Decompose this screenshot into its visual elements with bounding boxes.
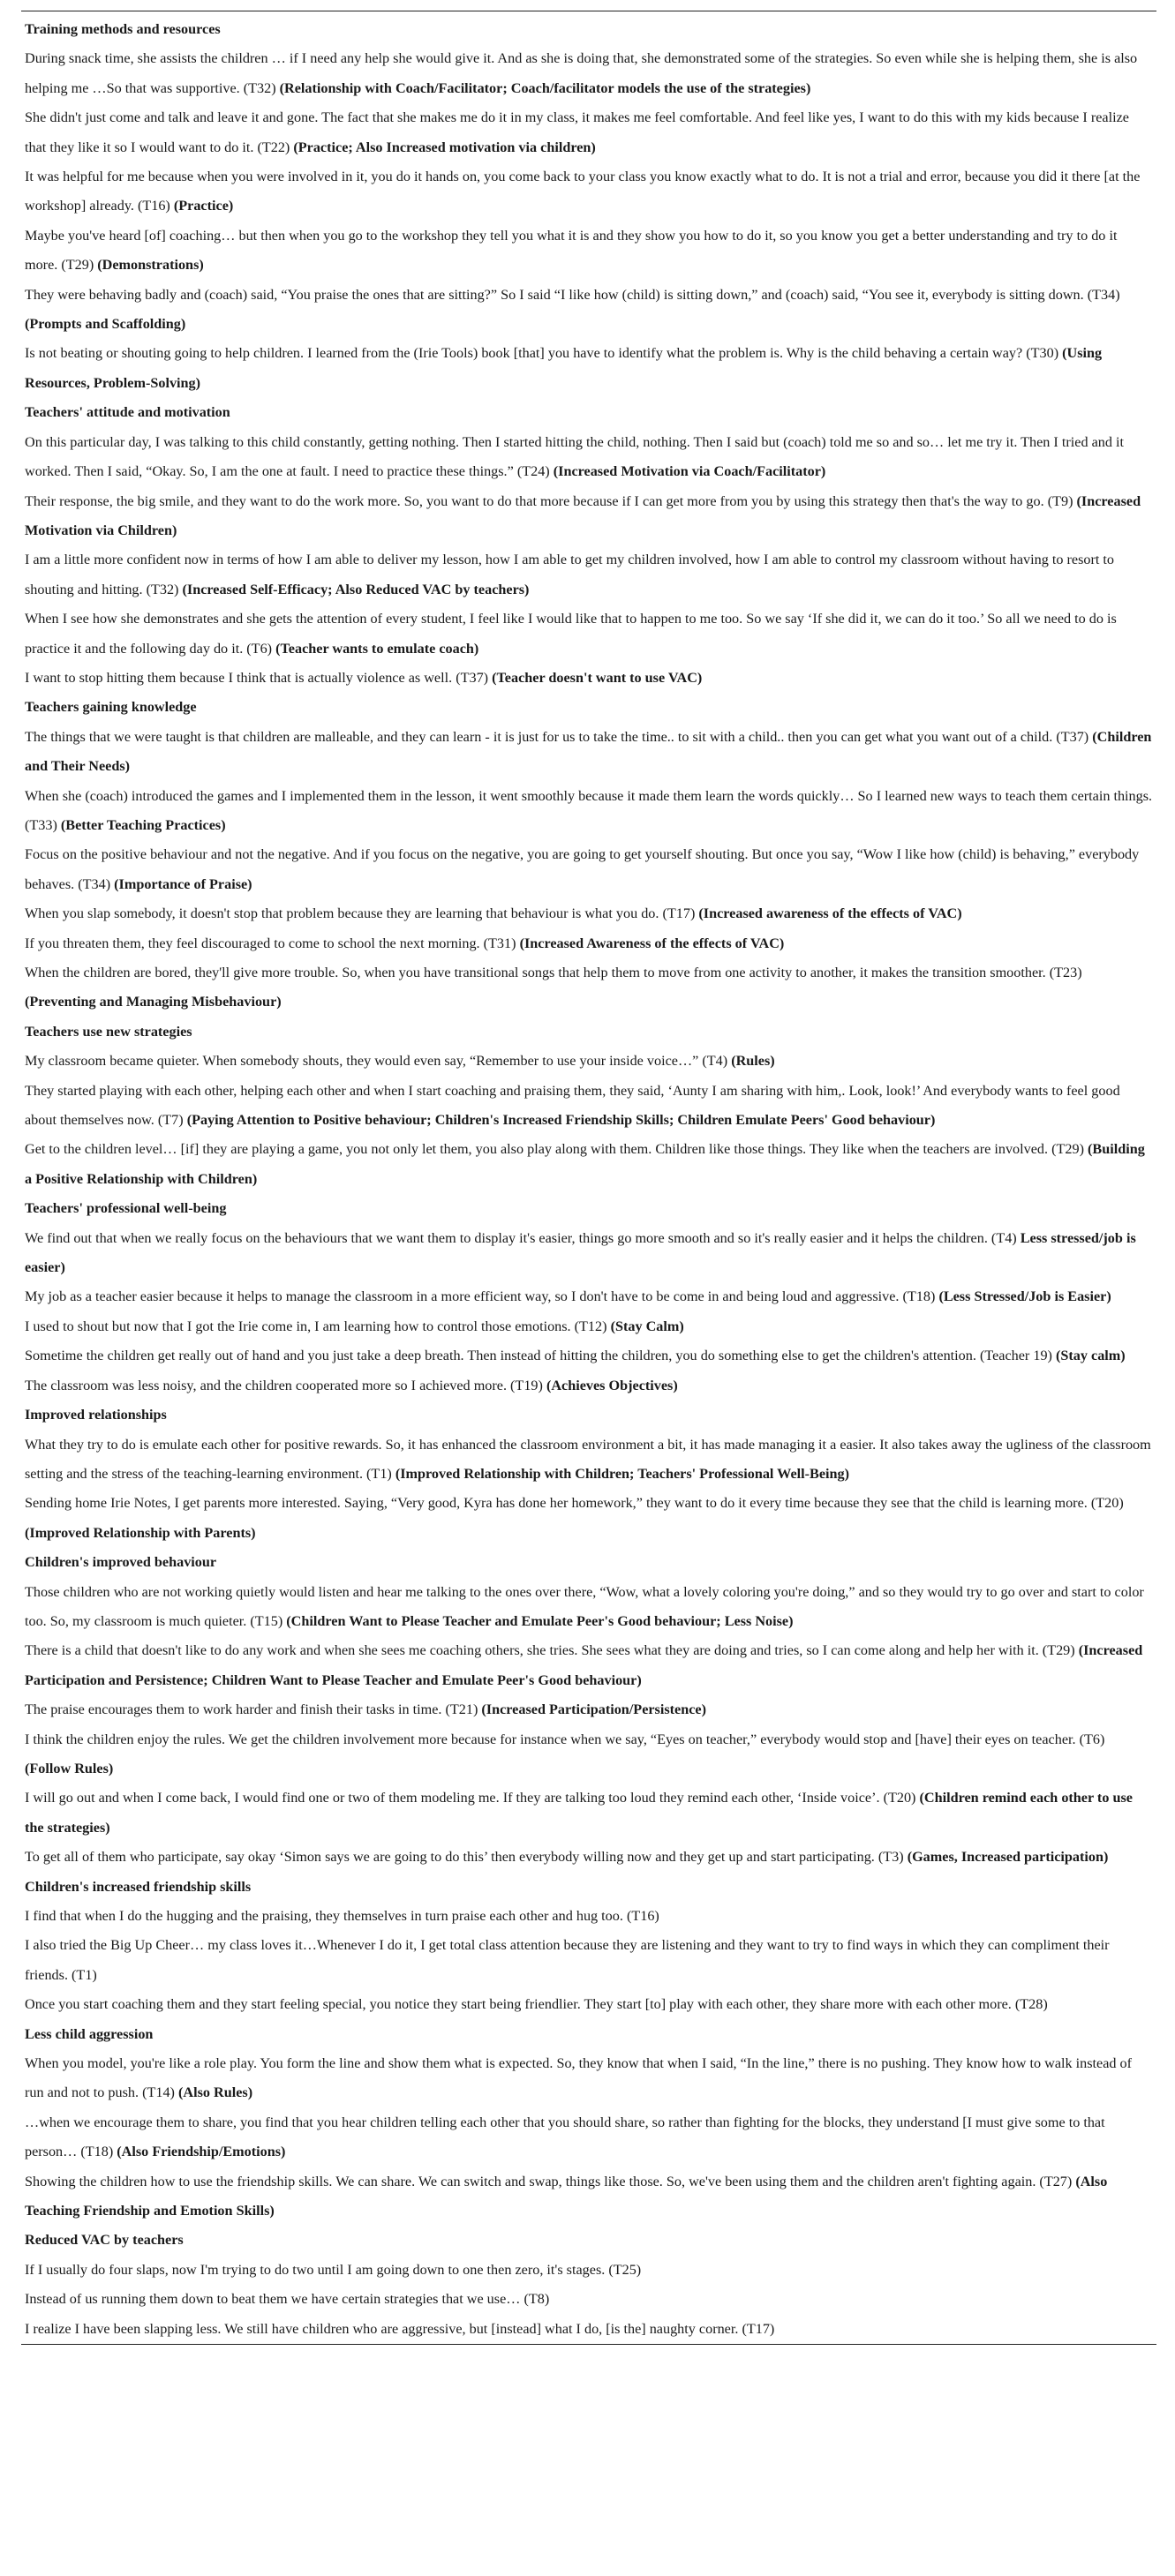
quote-text: They started playing with each other, helping each other and when I start coaching and praising them, they said, ‘Aunty I am sharing with him,. Look, look!’ And everybody wants to feel good about themselves now. (T7)	[25, 1082, 1120, 1129]
theme-heading: Teachers gaining knowledge	[25, 699, 197, 716]
quote-row	[21, 664, 1156, 693]
quote-text: What they try to do is emulate each other for positive rewards. So, it has enhanced the classroom environment a bit, it has made managing it a easier. It also takes away the ugliness of the classroom setting and the stress of the teaching-learning environment. (T1)	[25, 1436, 1151, 1482]
quote-text: Is not beating or shouting going to help children. I learned from the (Irie Tools) book [that] you have to identify what the problem is. Why is the child behaving a certain way? (T30)	[25, 345, 1063, 362]
quote-text: They were behaving badly and (coach) said, “You praise the ones that are sitting?” So I said “I like how (child) is sitting down,” and (coach) said, “You see it, everybody is sitting down. (T34)	[25, 286, 1120, 303]
quote-text: I think the children enjoy the rules. We get the children involvement more because for instance when we say, “Eyes on teacher,” everybody would stop and [have] their eyes on teacher. (T6)	[25, 1731, 1105, 1747]
theme-heading: Teachers' professional well-being	[25, 1200, 227, 1217]
quote-row	[21, 929, 1156, 958]
quote-row	[21, 723, 1156, 782]
theme-heading: Teachers use new strategies	[25, 1023, 192, 1040]
quote-text: It was helpful for me because when you were involved in it, you do it hands on, you come back to your class you know exactly what to do. It is not a trial and error, because you did it there [at the workshop] already. (T16)	[25, 169, 1141, 214]
quote-row	[21, 1341, 1156, 1371]
themes-table	[21, 11, 1156, 2345]
quote-row	[21, 545, 1156, 605]
quote-row	[21, 2285, 1156, 2314]
quote-row	[21, 1636, 1156, 1695]
quote-text: On this particular day, I was talking to this child constantly, getting nothing. Then I started hitting the child, nothing. Then I said but (coach) told me so and so… let me try it. Then I tried and it worked. Then I said, “Okay. So, I am the one at fault. I need to practice these things.” (T24)	[25, 433, 1124, 480]
theme-code: Less stressed/job is easier)	[25, 1229, 1136, 1276]
quote-row	[21, 1312, 1156, 1341]
theme-code: (Achieves Objectives)	[546, 1377, 678, 1393]
quote-text: I realize I have been slapping less. We still have children who are aggressive, but [instead] what I do, [is the] naughty corner. (T17)	[25, 2320, 775, 2337]
quote-text: Sometime the children get really out of hand and you just take a deep breath. Then instead of hitting the children, you do something else to get the children's attention. (Teacher 19)	[25, 1348, 1056, 1364]
theme-code: (Increased awareness of the effects of VAC)	[698, 905, 962, 922]
quote-row	[21, 1990, 1156, 2019]
quote-row	[21, 1902, 1156, 1931]
quote-text: My job as a teacher easier because it helps to manage the classroom in a more efficient way, so I don't have to be come in and being loud and aggressive. (T18)	[25, 1288, 939, 1305]
quote-text: Showing the children how to use the friendship skills. We can share. We can switch and swap, things like those. So, we've been using them and the children aren't fighting again. (T27)	[25, 2173, 1076, 2189]
quote-row	[21, 2256, 1156, 2285]
theme-code: (Increased Participation/Persistence)	[481, 1701, 706, 1718]
quote-row	[21, 2167, 1156, 2227]
quote-text: Get to the children level… [if] they are playing a game, you not only let them, you also play along with them. Children like those things. They like when the teachers are involved. (T29)	[25, 1141, 1088, 1158]
theme-heading: Training methods and resources	[25, 21, 221, 37]
quote-row	[21, 1931, 1156, 1990]
quote-row	[21, 840, 1156, 899]
theme-code: (Increased Self-Efficacy; Also Reduced VAC by teachers)	[182, 581, 530, 597]
quote-text: Sending home Irie Notes, I get parents more interested. Saying, “Very good, Kyra has done her homework,” they want to do it every time because they see that the child is learning more. (T20)	[25, 1495, 1124, 1512]
quote-row	[21, 899, 1156, 928]
quote-text: The things that we were taught is that children are malleable, and they can learn - it is just for us to take the time.. to sit with a child.. then you can get what you want out of a child. (T37)	[25, 728, 1093, 745]
quote-text: To get all of them who participate, say okay ‘Simon says we are going to do this’ then everybody willing now and they get up and start participating. (T3)	[25, 1849, 908, 1866]
theme-heading: Teachers' attitude and motivation	[25, 404, 230, 421]
quote-text: When the children are bored, they'll give more trouble. So, when you have transitional songs that help them to move from one activity to another, it makes the transition smoother. (T23)	[25, 965, 1082, 980]
quote-row	[21, 44, 1156, 103]
theme-code: (Stay calm)	[1056, 1348, 1126, 1364]
theme-code: (Improved Relationship with Parents)	[25, 1524, 256, 1541]
theme-code: (Rules)	[731, 1053, 775, 1070]
quote-row	[21, 103, 1156, 162]
quote-text: Once you start coaching them and they start feeling special, you notice they start being friendlier. They start [to] play with each other, they share more with each other more. (T28)	[25, 1996, 1048, 2013]
quote-row	[21, 1077, 1156, 1136]
theme-code: (Using Resources, Problem-Solving)	[25, 345, 1103, 391]
quote-row	[21, 1725, 1156, 1784]
quote-row	[21, 222, 1156, 281]
theme-code: (Children Want to Please Teacher and Emulate Peer's Good behaviour; Less Noise)	[286, 1612, 794, 1629]
theme-code: (Practice; Also Increased motivation via children)	[293, 139, 596, 155]
quote-text: I used to shout but now that I got the Irie come in, I am learning how to control those emotions. (T12)	[25, 1318, 611, 1334]
theme-heading: Children's increased friendship skills	[25, 1878, 252, 1895]
quote-row	[21, 1489, 1156, 1548]
quote-text: When you slap somebody, it doesn't stop that problem because they are learning that behaviour is what you do. (T17)	[25, 905, 699, 922]
quote-text: I will go out and when I come back, I would find one or two of them modeling me. If they are talking too loud they remind each other, ‘Inside voice’. (T20)	[25, 1790, 920, 1806]
quote-row	[21, 2315, 1156, 2344]
quote-row	[21, 1784, 1156, 1843]
theme-code: (Relationship with Coach/Facilitator; Coach/facilitator models the use of the strategies)	[279, 79, 811, 96]
theme-code: (Also Teaching Friendship and Emotion Skills)	[25, 2173, 1108, 2219]
theme-code: (Children and Their Needs)	[25, 728, 1152, 775]
quote-row	[21, 1135, 1156, 1194]
theme-code: (Better Teaching Practices)	[60, 816, 226, 833]
quote-row	[21, 2049, 1156, 2108]
quote-row	[21, 487, 1156, 546]
quote-text: When she (coach) introduced the games and I implemented them in the lesson, it went smoothly because it made them learn the words quickly… So I learned new ways to teach them certain things. (T33)	[25, 787, 1153, 833]
quote-row	[21, 1431, 1156, 1490]
theme-code: (Less Stressed/Job is Easier)	[938, 1288, 1111, 1305]
quote-text: When I see how she demonstrates and she gets the attention of every student, I feel like I would like that to happen to me too. So we say ‘If she did it, we can do it too.’ So all we need to do is practice it and the following day do it. (T6)	[25, 611, 1117, 657]
theme-code: (Increased Motivation via Children)	[25, 492, 1141, 538]
quote-row	[21, 1695, 1156, 1724]
quote-text: She didn't just come and talk and leave it and gone. The fact that she makes me do it in my class, it makes me feel comfortable. And feel like yes, I want to do this with my kids because I realize that they like it so I would want to do it. (T22)	[25, 109, 1129, 155]
quote-text: I also tried the Big Up Cheer… my class loves it…Whenever I do it, I get total class attention because they are listening and they want to try to find ways in which they can compliment their friends. (T1)	[25, 1937, 1110, 1983]
theme-code: (Also Friendship/Emotions)	[117, 2144, 286, 2160]
theme-code: (Stay Calm)	[610, 1318, 684, 1334]
theme-heading: Improved relationships	[25, 1407, 167, 1423]
theme-code: (Building a Positive Relationship with Children)	[25, 1141, 1145, 1187]
theme-code: (Practice)	[173, 198, 234, 214]
quote-row	[21, 605, 1156, 664]
quote-text: Those children who are not working quietly would listen and hear me talking to the ones over there, “Wow, what a lovely coloring you're doing,” and so they would try to go over and start to color too. So, my classroom is much quieter. (T15)	[25, 1583, 1144, 1629]
theme-heading: Children's improved behaviour	[25, 1554, 217, 1571]
theme-code: (Children remind each other to use the strategies)	[25, 1790, 1133, 1836]
theme-code: (Increased Awareness of the effects of VAC)	[519, 935, 785, 951]
quote-text: Their response, the big smile, and they want to do the work more. So, you want to do that more because if I can get more from you by using this strategy then that's the way to go. (T9)	[25, 492, 1077, 509]
quote-text: …when we encourage them to share, you find that you hear children telling each other that you should share, so rather than fighting for the blocks, they understand [I must give some to that person… (T18)	[25, 2114, 1105, 2160]
theme-code: (Importance of Praise)	[114, 875, 252, 892]
theme-code: (Follow Rules)	[25, 1760, 114, 1776]
quote-text: If I usually do four slaps, now I'm trying to do two until I am going down to one then zero, it's stages. (T25)	[25, 2261, 642, 2278]
theme-code: (Increased Participation and Persistence; Children Want to Please Teacher and Emulate Peer's Good behaviour)	[25, 1642, 1143, 1688]
quote-row	[21, 1047, 1156, 1076]
theme-code: (Teacher wants to emulate coach)	[275, 640, 479, 657]
theme-code: (Prompts and Scaffolding)	[25, 316, 186, 333]
theme-code: (Preventing and Managing Misbehaviour)	[25, 994, 282, 1010]
quote-row	[21, 428, 1156, 487]
quote-text: The praise encourages them to work harder and finish their tasks in time. (T21)	[25, 1701, 482, 1718]
quote-text: If you threaten them, they feel discouraged to come to school the next morning. (T31)	[25, 935, 520, 951]
quote-text: I want to stop hitting them because I think that is actually violence as well. (T37)	[25, 669, 493, 686]
theme-code: (Also Rules)	[178, 2084, 253, 2101]
quote-text: Maybe you've heard [of] coaching… but then when you go to the workshop they tell you what it is and they show you how to do it, so you know you get a better understanding and try to do it more. (T29)	[25, 227, 1118, 274]
quote-text: When you model, you're like a role play. You form the line and show them what is expected. So, they know that when I said, “In the line,” there is no pushing. They know how to walk instead of run and not to push. (T14)	[25, 2055, 1133, 2101]
theme-code: (Improved Relationship with Children; Teachers' Professional Well-Being)	[395, 1465, 849, 1482]
theme-code: (Paying Attention to Positive behaviour; Children's Increased Friendship Skills; Children Emulate Peers' Good behaviour)	[186, 1112, 936, 1129]
quote-text: I am a little more confident now in terms of how I am able to deliver my lesson, how I am able to get my children involved, how I am able to control my classroom without having to resort to shouting and hitting. (T32)	[25, 552, 1115, 597]
quote-text: I find that when I do the hugging and the praising, they themselves in turn praise each other and hug too. (T16)	[25, 1908, 659, 1924]
quote-row	[21, 1578, 1156, 1637]
quote-text: My classroom became quieter. When somebody shouts, they would even say, “Remember to use your inside voice…” (T4)	[25, 1053, 732, 1070]
quote-row	[21, 1282, 1156, 1311]
quote-text: We find out that when we really focus on the behaviours that we want them to display it's easier, things go more smooth and so it's really easier and it helps the children. (T4)	[25, 1229, 1021, 1246]
quote-row	[21, 2108, 1156, 2167]
quote-text: There is a child that doesn't like to do any work and when she sees me coaching others, she tries. She sees what they are doing and tries, so I can come along and help her with it. (T29)	[25, 1642, 1079, 1659]
quote-row	[21, 339, 1156, 398]
quote-text: Instead of us running them down to beat them we have certain strategies that we use… (T8)	[25, 2291, 550, 2308]
quote-row	[21, 1371, 1156, 1401]
quote-text: During snack time, she assists the children … if I need any help she would give it. And as she is doing that, she demonstrated some of the strategies. So even while she is helping them, she is also helping me …So that was supportive. (T32)	[25, 50, 1138, 96]
quote-row	[21, 162, 1156, 222]
quote-text: The classroom was less noisy, and the children cooperated more so I achieved more. (T19)	[25, 1377, 546, 1393]
theme-code: (Demonstrations)	[97, 257, 204, 274]
quote-row	[21, 281, 1156, 340]
quote-text: Focus on the positive behaviour and not the negative. And if you focus on the negative, you are going to get yourself shouting. But once you say, “Wow I like how (child) is behaving,” everybody behaves. (T34)	[25, 846, 1140, 892]
quote-row	[21, 782, 1156, 841]
quote-row	[21, 958, 1156, 1018]
theme-code: (Increased Motivation via Coach/Facilitator)	[553, 463, 826, 480]
theme-heading: Reduced VAC by teachers	[25, 2232, 184, 2249]
quote-row	[21, 1843, 1156, 1872]
theme-code: (Games, Increased participation)	[907, 1849, 1109, 1866]
theme-code: (Teacher doesn't want to use VAC)	[492, 669, 703, 686]
theme-heading: Less child aggression	[25, 2025, 154, 2042]
quote-row	[21, 1224, 1156, 1283]
